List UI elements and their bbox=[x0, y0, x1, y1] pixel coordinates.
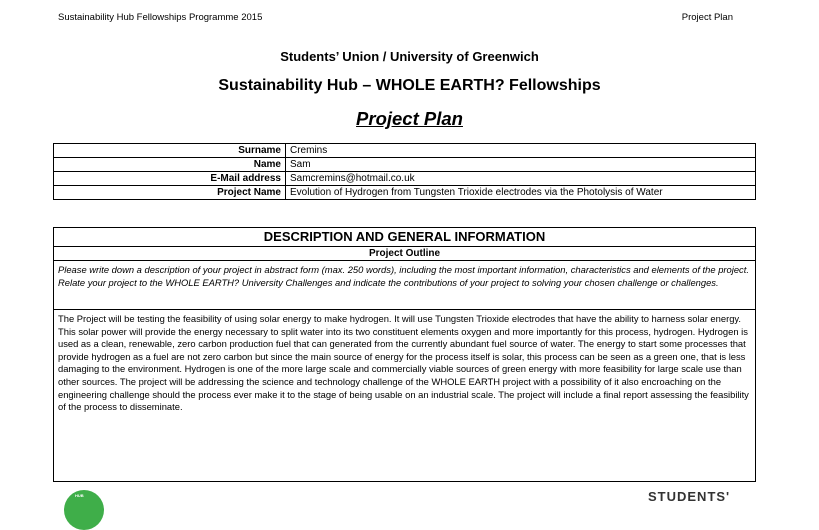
document-title: Project Plan bbox=[356, 108, 463, 129]
info-row-email bbox=[54, 172, 756, 186]
project-outline-text: The Project will be testing the feasibility of using solar energy to make hydrogen. It will use Tungsten Trioxide electrodes that have the ability to harness solar energy. This solar power will provide the energy necessary to split water into its two constituent elements oxygen and more importantly for this process, hydrogen. Hydrogen is used as a clean, renewable, zero carbon production fuel that can generated from the currently abundant fuel source of water. The energy to start some processes that provide hydrogen as a fuel are not zero carbon but since the main source of energy for the process itself is solar, this process can be seen as a green one, that is less damaging to the environment. Hydrogen is one of the more large scale and commercially viable sources of green energy with more feasibility for large scale use than other sources. The project will be addressing the science and technology challenge of the WHOLE EARTH project with a possibility of it also encroaching on the engineering challenge should the process ever make it to the stage of being usable on an industrial scale. The project will include a final report assessing the feasibility of the process to disseminate. bbox=[58, 313, 749, 413]
hub-logo-text: HUB bbox=[75, 493, 84, 498]
description-section bbox=[53, 227, 756, 482]
sustainability-hub-logo bbox=[64, 490, 104, 530]
project-name-value: Evolution of Hydrogen from Tungsten Trioxide electrodes via the Photolysis of Water bbox=[286, 186, 756, 200]
name-value: Sam bbox=[286, 158, 756, 172]
project-outline-heading: Project Outline bbox=[54, 247, 755, 261]
programme-title: Sustainability Hub – WHOLE EARTH? Fellowships bbox=[218, 77, 601, 94]
info-row-name bbox=[54, 158, 756, 172]
email-value: Samcremins@hotmail.co.uk bbox=[286, 172, 756, 186]
running-header-right: Project Plan bbox=[681, 12, 733, 23]
surname-label: Surname bbox=[54, 144, 286, 158]
students-union-logo: STUDENTS' bbox=[648, 489, 731, 504]
email-label: E-Mail address bbox=[54, 172, 286, 186]
applicant-info-table bbox=[53, 143, 756, 200]
project-name-label: Project Name bbox=[54, 186, 286, 200]
name-label: Name bbox=[54, 158, 286, 172]
running-header-left: Sustainability Hub Fellowships Programme 2015 bbox=[58, 12, 263, 23]
surname-value: Cremins bbox=[286, 144, 756, 158]
description-heading: DESCRIPTION AND GENERAL INFORMATION bbox=[54, 228, 755, 247]
info-row-surname bbox=[54, 144, 756, 158]
info-row-project-name bbox=[54, 186, 756, 200]
organisation-title: Students’ Union / University of Greenwich bbox=[280, 49, 539, 64]
description-instructions: Please write down a description of your project in abstract form (max. 250 words), including the most important information, characteristics and elements of the project. Relate your project to the WHOLE EARTH? University Challenges and indicate the contributions of your project to solving your chosen challenge or challenges. bbox=[54, 261, 755, 310]
